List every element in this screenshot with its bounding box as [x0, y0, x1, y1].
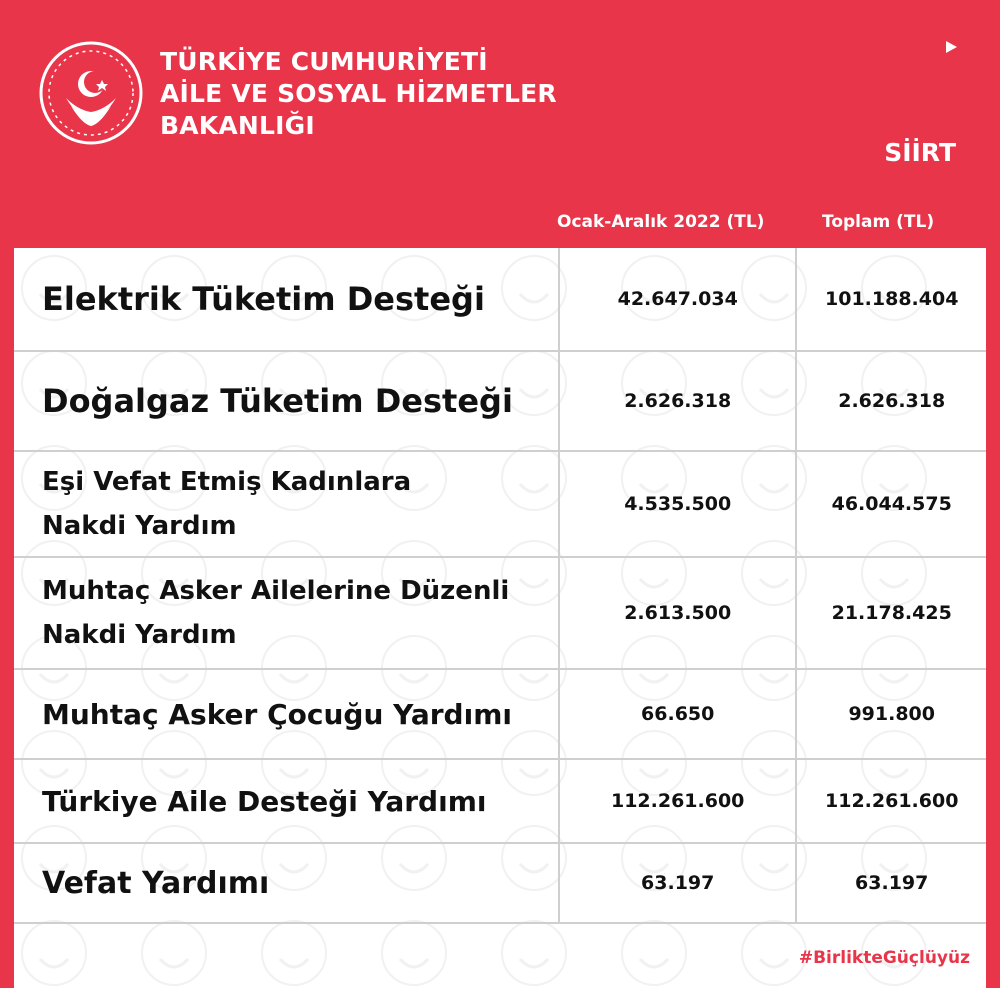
ministry-line-2: AİLE VE SOSYAL HİZMETLER: [160, 79, 557, 108]
table-row: [14, 351, 986, 451]
row-total-value: 46.044.575: [796, 451, 986, 557]
campaign-hashtag[interactable]: #BirlikteGüçlüyüz: [798, 948, 970, 968]
aid-table: [14, 248, 986, 924]
row-total-value: 63.197: [796, 843, 986, 923]
row-label: Türkiye Aile Desteği Yardımı: [14, 759, 559, 843]
row-total-value: 21.178.425: [796, 557, 986, 669]
row-total-value: 101.188.404: [796, 248, 986, 351]
row-period-value: 2.613.500: [559, 557, 796, 669]
row-label: [14, 557, 559, 669]
watermark-emblem: [22, 921, 86, 985]
ministry-line-1: TÜRKİYE CUMHURİYETİ: [160, 47, 488, 76]
row-label: Elektrik Tüketim Desteği: [14, 248, 559, 351]
row-total-value: 991.800: [796, 669, 986, 759]
table-row: [14, 451, 986, 557]
row-period-value: 42.647.034: [559, 248, 796, 351]
table-row: [14, 669, 986, 759]
watermark-emblem: [142, 921, 206, 985]
column-header-period: Ocak-Aralık 2022 (TL): [557, 212, 765, 232]
ministry-name: [160, 46, 557, 142]
row-period-value: 4.535.500: [559, 451, 796, 557]
table-row: [14, 248, 986, 351]
row-label: Doğalgaz Tüketim Desteği: [14, 351, 559, 451]
watermark-emblem: [382, 921, 446, 985]
row-total-value: 2.626.318: [796, 351, 986, 451]
row-period-value: 66.650: [559, 669, 796, 759]
data-table-panel: [14, 248, 986, 988]
table-row: [14, 843, 986, 923]
table-row: [14, 557, 986, 669]
watermark-emblem: [502, 921, 566, 985]
row-period-value: 63.197: [559, 843, 796, 923]
watermark-emblem: [262, 921, 326, 985]
ministry-logo-icon: [38, 40, 144, 146]
row-label-line-2: Nakdi Yardım: [42, 620, 237, 650]
play-icon[interactable]: [944, 40, 958, 54]
watermark-emblem: [742, 921, 806, 985]
city-name: SİİRT: [884, 138, 956, 167]
row-label: Vefat Yardımı: [14, 843, 559, 923]
row-period-value: 112.261.600: [559, 759, 796, 843]
ministry-line-3: BAKANLIĞI: [160, 111, 315, 140]
row-period-value: 2.626.318: [559, 351, 796, 451]
watermark-emblem: [622, 921, 686, 985]
row-label: Muhtaç Asker Çocuğu Yardımı: [14, 669, 559, 759]
row-total-value: 112.261.600: [796, 759, 986, 843]
row-label-line-2: Nakdi Yardım: [42, 511, 237, 541]
header-banner: [0, 0, 1000, 248]
row-label-line-1: Eşi Vefat Etmiş Kadınlara: [42, 467, 412, 497]
table-row: [14, 759, 986, 843]
row-label-line-1: Muhtaç Asker Ailelerine Düzenli: [42, 576, 510, 606]
column-header-total: Toplam (TL): [822, 212, 935, 232]
row-label: [14, 451, 559, 557]
